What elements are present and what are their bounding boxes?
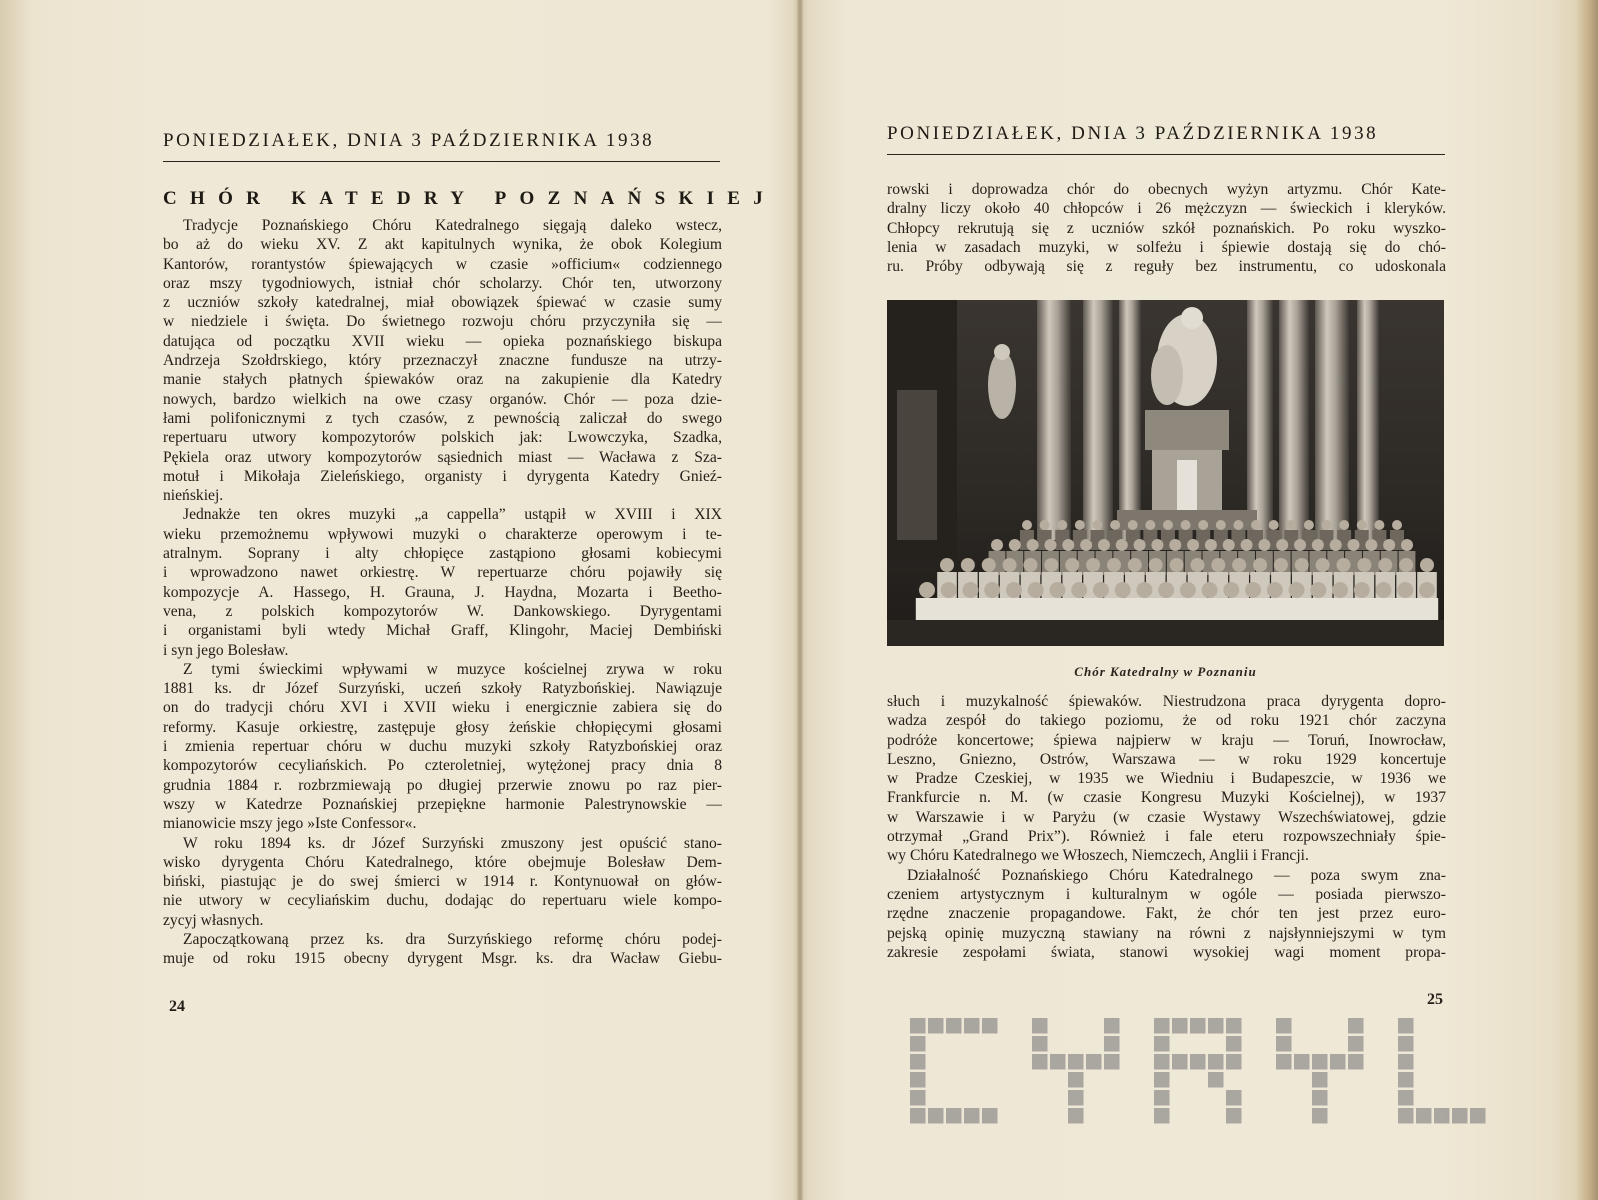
text-line: czeniem artystycznym i kulturalnym w ogóle — posiada pierwszo-	[887, 885, 1446, 903]
right-running-header: PONIEDZIAŁEK, DNIA 3 PAŹDZIERNIKA 1938	[887, 123, 1379, 144]
text-line: mianowicie mszy jego »Iste Confessor«.	[163, 815, 417, 833]
text-line: wszy w Katedrze Poznańskiej przepiękne harmonie Palestrynowskie —	[163, 795, 722, 813]
text-line: Andrzeja Szołdrskiego, który przeznaczył znaczne fundusze na utrzy-	[163, 352, 722, 370]
right-header-rule	[887, 154, 1445, 155]
text-line: Leszno, Gniezno, Ostrów, Warszawa — w roku 1929 koncertuje	[887, 750, 1446, 768]
text-line: W roku 1894 ks. dr Józef Surzyński zmuszony jest opuścić stano-	[183, 834, 722, 852]
text-line: Zapoczątkowaną przez ks. dra Surzyńskiego reformę chóru podej-	[183, 930, 722, 948]
choir-photograph	[887, 300, 1444, 646]
text-line: nie utwory w cecyliańskim duchu, dodając do repertuaru wiele kompo-	[163, 892, 722, 910]
text-line: zakresie zespołami świata, stanowi wysokiej wagi moment propa-	[887, 943, 1446, 961]
text-line: bo aż do wieku XV. Z akt kapitulnych wynika, że obok Kolegium	[163, 236, 722, 254]
right-body-text-bottom	[887, 692, 1446, 962]
text-line: Działalność Poznańskiego Chóru Katedralnego — poza swym zna-	[907, 866, 1446, 884]
text-line: Kantorów, rorantystów śpiewających w czasie »officium« codziennego	[163, 255, 722, 273]
left-running-header: PONIEDZIAŁEK, DNIA 3 PAŹDZIERNIKA 1938	[163, 130, 655, 151]
left-page-number: 24	[169, 998, 185, 1015]
text-line: rzędne znaczenie propagandowe. Fakt, że chór ten jest przez euro-	[887, 905, 1446, 923]
text-line: biński, piastując je do swej śmierci w 1914 r. Kontynuował on głów-	[163, 873, 722, 891]
text-line: i organistami byli wtedy Michał Graff, Klingohr, Maciej Dembiński	[163, 622, 722, 640]
text-line: Tradycje Poznańskiego Chóru Katedralnego sięgają daleko wstecz,	[183, 217, 722, 234]
text-line: w Pradze Czeskiej, w 1935 we Wiedniu i Budapeszcie, w 1936 we	[887, 770, 1446, 788]
left-header-rule	[163, 161, 720, 162]
text-line: kompozytorów cecyliańskich. Po czteroletniej, wytężonej pracy dnia 8	[163, 757, 722, 775]
text-line: wieku przemożnemu wpływowi muzyki o charakterze operowym i te-	[163, 525, 722, 543]
text-line: repertuaru utwory kompozytorów polskich jak: Lwowczyka, Szadka,	[163, 429, 722, 447]
text-line: nieńskiej.	[163, 487, 224, 505]
text-line: manie stałych płatnych śpiewaków oraz na zakupienie dla Katedry	[163, 371, 722, 389]
text-line: Chłopcy rekrutują się z uczniów szkół poznańskich. Po roku wyszko-	[887, 219, 1446, 237]
text-line: łami polifonicznymi z tych czasów, z pewnością zaliczał do swego	[163, 409, 722, 427]
text-line: Z tymi świeckimi wpływami w muzyce kościelnej zrywa w roku	[183, 660, 722, 678]
photo-caption: Chór Katedralny w Poznaniu	[1074, 664, 1257, 679]
text-line: wisko dyrygenta Chóru Katedralnego, które obejmuje Bolesław Dem-	[163, 853, 722, 871]
text-line: i syn jego Bolesław.	[163, 641, 289, 659]
text-line: 1881 ks. dr Józef Surzyński, uczeń szkoły Ratyzbońskiej. Nawiązuje	[163, 680, 722, 698]
text-line: w niedziele i święta. Do świetnego rozwoju chóru przyczyniła się —	[163, 313, 722, 331]
text-line: w Warszawie i w Paryżu (w czasie Wystawy Wszechświatowej, gdzie	[887, 808, 1446, 826]
right-page-number: 25	[1427, 991, 1443, 1008]
right-body-text-top	[887, 180, 1446, 276]
text-line: i zmienia repertuar chóru w duchu muzyki szkoły Ratyzbońskiej oraz	[163, 738, 722, 756]
text-line: Pękiela oraz utwory kompozytorów sąsiednich miast — Wacława z Sza-	[163, 448, 722, 466]
text-line: słuch i muzykalność śpiewaków. Niestrudzona praca dyrygenta dopro-	[887, 693, 1446, 710]
text-line: rowski i doprowadza chór do obecnych wyżyn artyzmu. Chór Kate-	[887, 181, 1446, 198]
text-line: grudnia 1884 r. rozbrzmiewają po długiej przerwie znowu po raz pier-	[163, 776, 722, 794]
text-line: ru. Próby odbywają się z reguły bez instrumentu, co udoskonala	[887, 258, 1446, 276]
text-line: atralnym. Soprany i alty chłopięce zastąpiono głosami kobiecymi	[163, 545, 722, 563]
text-line: Frankfurcie n. M. (w czasie Kongresu Muzyki Kościelnej), w 1937	[887, 789, 1446, 807]
text-line: i wprowadzono nawet orkiestrę. W repertuarze chóru pojawiły się	[163, 564, 722, 582]
text-line: z uczniów szkoły katedralnej, miał obowiązek śpiewać w czasie sumy	[163, 294, 722, 312]
text-line: pejską opinię muzyczną stawiany na równi z najsłynniejszymi w tym	[887, 924, 1446, 942]
text-line: zycyj własnych.	[163, 911, 264, 929]
cyryl-watermark-logo	[910, 1014, 1520, 1131]
text-line: Jednakże ten okres muzyki „a cappella” ustąpił w XVIII i XIX	[183, 506, 722, 524]
text-line: vena, z polskich kompozytorów W. Dankowskiego. Dyrygentami	[163, 602, 722, 620]
chapter-title: CHÓR KATEDRY POZNAŃSKIEJ	[163, 188, 777, 209]
text-line: datująca od początku XVII wieku — opieka poznańskiego biskupa	[163, 332, 722, 350]
text-line: dralny liczy około 40 chłopców i 26 mężczyzn — świeckich i kleryków.	[887, 200, 1446, 218]
left-body-text	[163, 216, 722, 969]
text-line: motuł i Mikołaja Zieleńskiego, organisty i dyrygenta Katedry Gnieź-	[163, 467, 722, 485]
text-line: nowych, bardzo wielkich na owe czasy organów. Chór — poza dzie-	[163, 390, 722, 408]
text-line: wadza zespół do takiego poziomu, że od roku 1921 chór zaczyna	[887, 712, 1446, 730]
text-line: podróże koncertowe; śpiewa najpierw w kraju — Toruń, Inowrocław,	[887, 731, 1446, 749]
text-line: lenia w zasadach muzyki, w solfeżu i śpiewie dostają się do chó-	[887, 238, 1446, 256]
text-line: reformy. Kasuje orkiestrę, zastępuje głosy żeńskie chłopięcymi głosami	[163, 718, 722, 736]
text-line: wy Chóru Katedralnego we Włoszech, Niemczech, Anglii i Francji.	[887, 847, 1309, 865]
text-line: oraz mszy tygodniowych, istniał chór scholarzy. Chór ten, utworzony	[163, 274, 722, 292]
text-line: kompozycje A. Hassego, H. Grauna, J. Haydna, Mozarta i Beetho-	[163, 583, 722, 601]
text-line: muje od roku 1915 obecny dyrygent Msgr. ks. dra Wacław Giebu-	[163, 950, 722, 968]
text-line: otrzymał „Grand Prix”). Również i fale eteru rozpowszechniały śpie-	[887, 828, 1446, 846]
text-line: on do tradycji chóru XVI i XVII wieku i energicznie zabiera się do	[163, 699, 722, 717]
